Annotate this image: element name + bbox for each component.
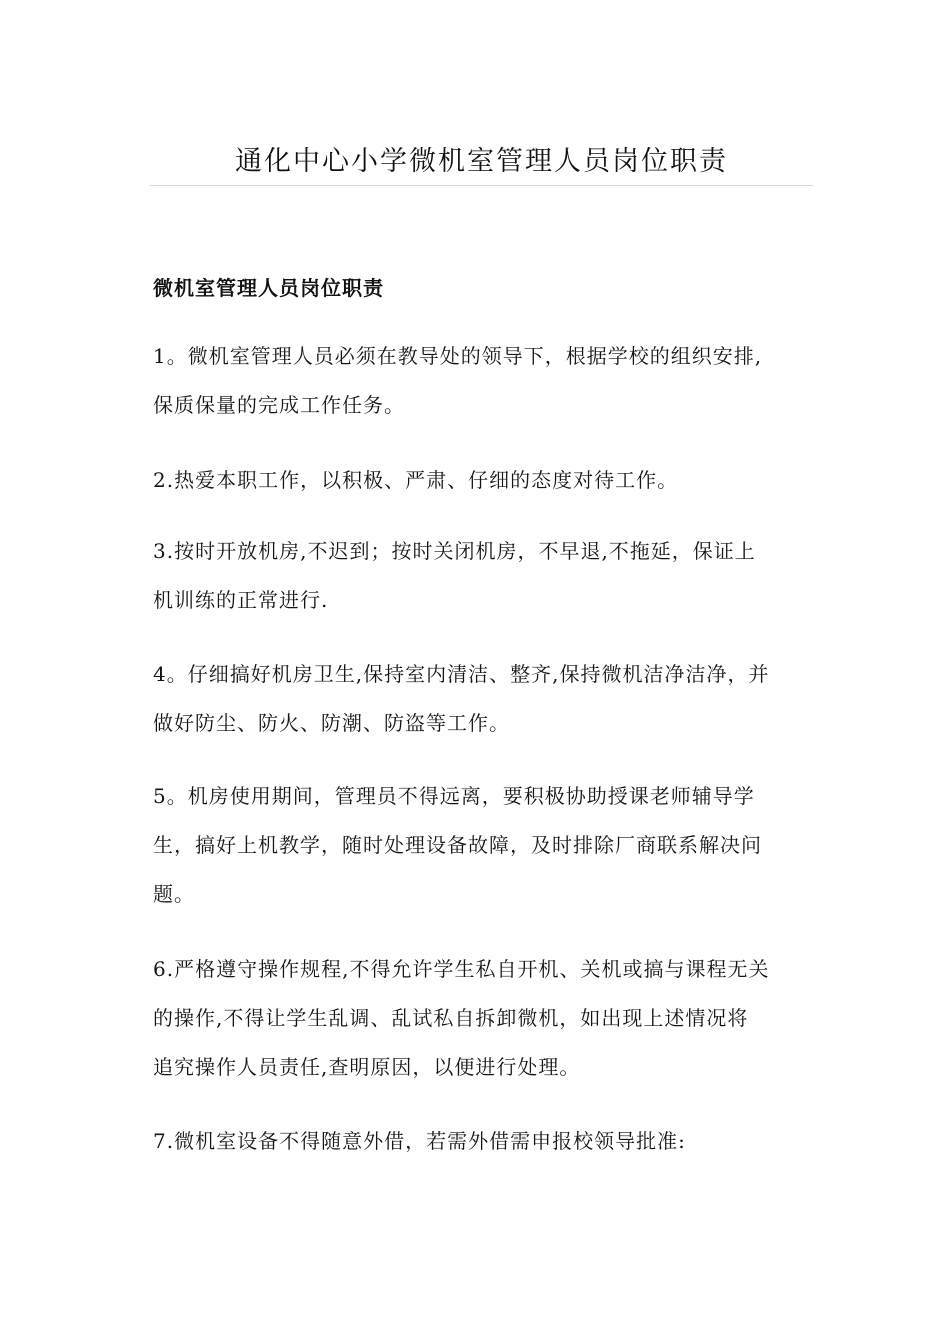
duty-line: 6.严格遵守操作规程,不得允许学生私自开机、关机或搞与课程无关 (153, 957, 770, 981)
title-divider (150, 185, 813, 186)
duty-line: 做好防尘、防火、防潮、防盗等工作。 (153, 711, 510, 735)
duty-item-3 (153, 527, 813, 625)
duty-line: 追究操作人员责任,查明原因，以便进行处理。 (153, 1055, 581, 1079)
document-title: 通化中心小学微机室管理人员岗位职责 (235, 146, 728, 177)
duty-item-5 (153, 772, 813, 919)
section-heading: 微机室管理人员岗位职责 (153, 276, 384, 300)
duty-line: 的操作,不得让学生乱调、乱试私自拆卸微机，如出现上述情况将 (153, 1006, 749, 1030)
duty-line: 4。仔细搞好机房卫生,保持室内清洁、整齐,保持微机洁净洁净，并 (153, 662, 770, 686)
duty-line: 1。微机室管理人员必须在教导处的领导下，根据学校的组织安排, (153, 344, 763, 368)
duty-line: 生，搞好上机教学，随时处理设备故障，及时排除厂商联系解决问 (153, 833, 762, 857)
duty-item-7 (153, 1117, 813, 1166)
duty-line: 机训练的正常进行. (153, 588, 329, 612)
duty-line: 2.热爱本职工作，以积极、严肃、仔细的态度对待工作。 (153, 468, 679, 492)
duty-item-4 (153, 650, 813, 748)
duty-item-1 (153, 332, 813, 430)
duty-line: 3.按时开放机房,不迟到；按时关闭机房，不早退,不拖延，保证上 (153, 539, 756, 563)
duty-line: 题。 (153, 882, 195, 906)
duty-line: 5。机房使用期间，管理员不得远离，要积极协助授课老师辅导学 (153, 784, 755, 808)
duty-line: 7.微机室设备不得随意外借，若需外借需申报校领导批准: (153, 1129, 686, 1153)
duty-item-6 (153, 945, 813, 1092)
duty-line: 保质保量的完成工作任务。 (153, 393, 405, 417)
duty-item-2 (153, 456, 813, 505)
